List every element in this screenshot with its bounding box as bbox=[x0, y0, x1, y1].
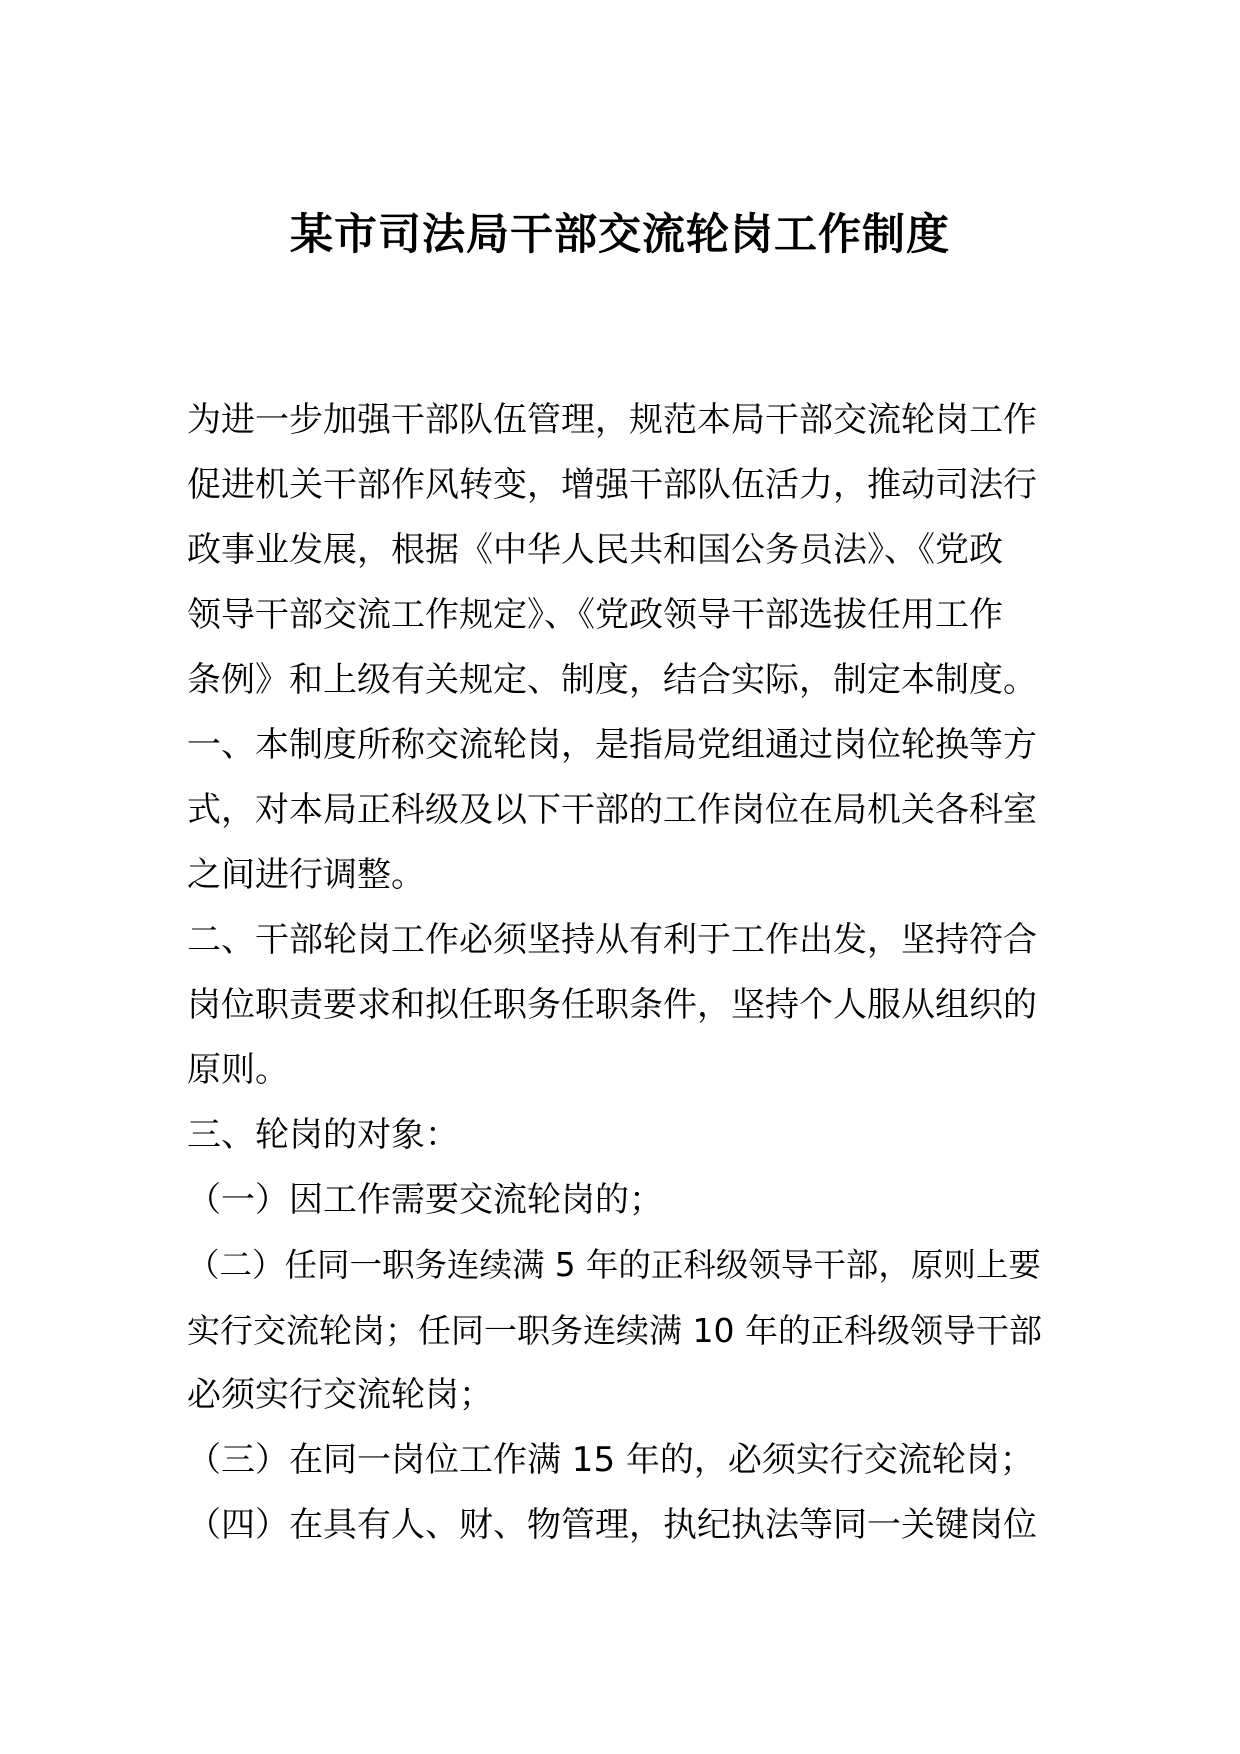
body-line: 原则。 bbox=[187, 1050, 289, 1090]
body-line: （三）在同一岗位工作满 15 年的，必须实行交流轮岗； bbox=[187, 1440, 1034, 1480]
body-line: 政事业发展，根据《中华人民共和国公务员法》、《党政 bbox=[187, 530, 1003, 570]
document-title: 某市司法局干部交流轮岗工作制度 bbox=[290, 210, 950, 260]
body-line: 实行交流轮岗；任同一职务连续满 10 年的正科级领导干部 bbox=[187, 1311, 1042, 1350]
body-line: 之间进行调整。 bbox=[187, 855, 425, 895]
body-line: 条例》和上级有关规定、制度，结合实际，制定本制度。 bbox=[187, 660, 1037, 700]
body-line: （一）因工作需要交流轮岗的； bbox=[187, 1180, 663, 1220]
body-line: 式，对本局正科级及以下干部的工作岗位在局机关各科室 bbox=[187, 790, 1037, 830]
document-body bbox=[187, 388, 1053, 1558]
body-line: 必须实行交流轮岗； bbox=[187, 1375, 493, 1415]
body-line: 三、轮岗的对象： bbox=[187, 1115, 459, 1155]
body-line: （二）任同一职务连续满 5 年的正科级领导干部，原则上要 bbox=[187, 1246, 1041, 1284]
body-line: （四）在具有人、财、物管理，执纪执法等同一关键岗位 bbox=[187, 1505, 1037, 1545]
body-line: 促进机关干部作风转变，增强干部队伍活力，推动司法行 bbox=[187, 465, 1037, 505]
body-line: 一、本制度所称交流轮岗，是指局党组通过岗位轮换等方 bbox=[187, 725, 1037, 765]
body-line: 领导干部交流工作规定》、《党政领导干部选拔任用工作 bbox=[187, 595, 1003, 635]
body-line: 二、干部轮岗工作必须坚持从有利于工作出发，坚持符合 bbox=[187, 920, 1037, 960]
body-line: 为进一步加强干部队伍管理，规范本局干部交流轮岗工作 bbox=[187, 400, 1037, 440]
body-line: 岗位职责要求和拟任职务任职条件，坚持个人服从组织的 bbox=[187, 985, 1037, 1025]
